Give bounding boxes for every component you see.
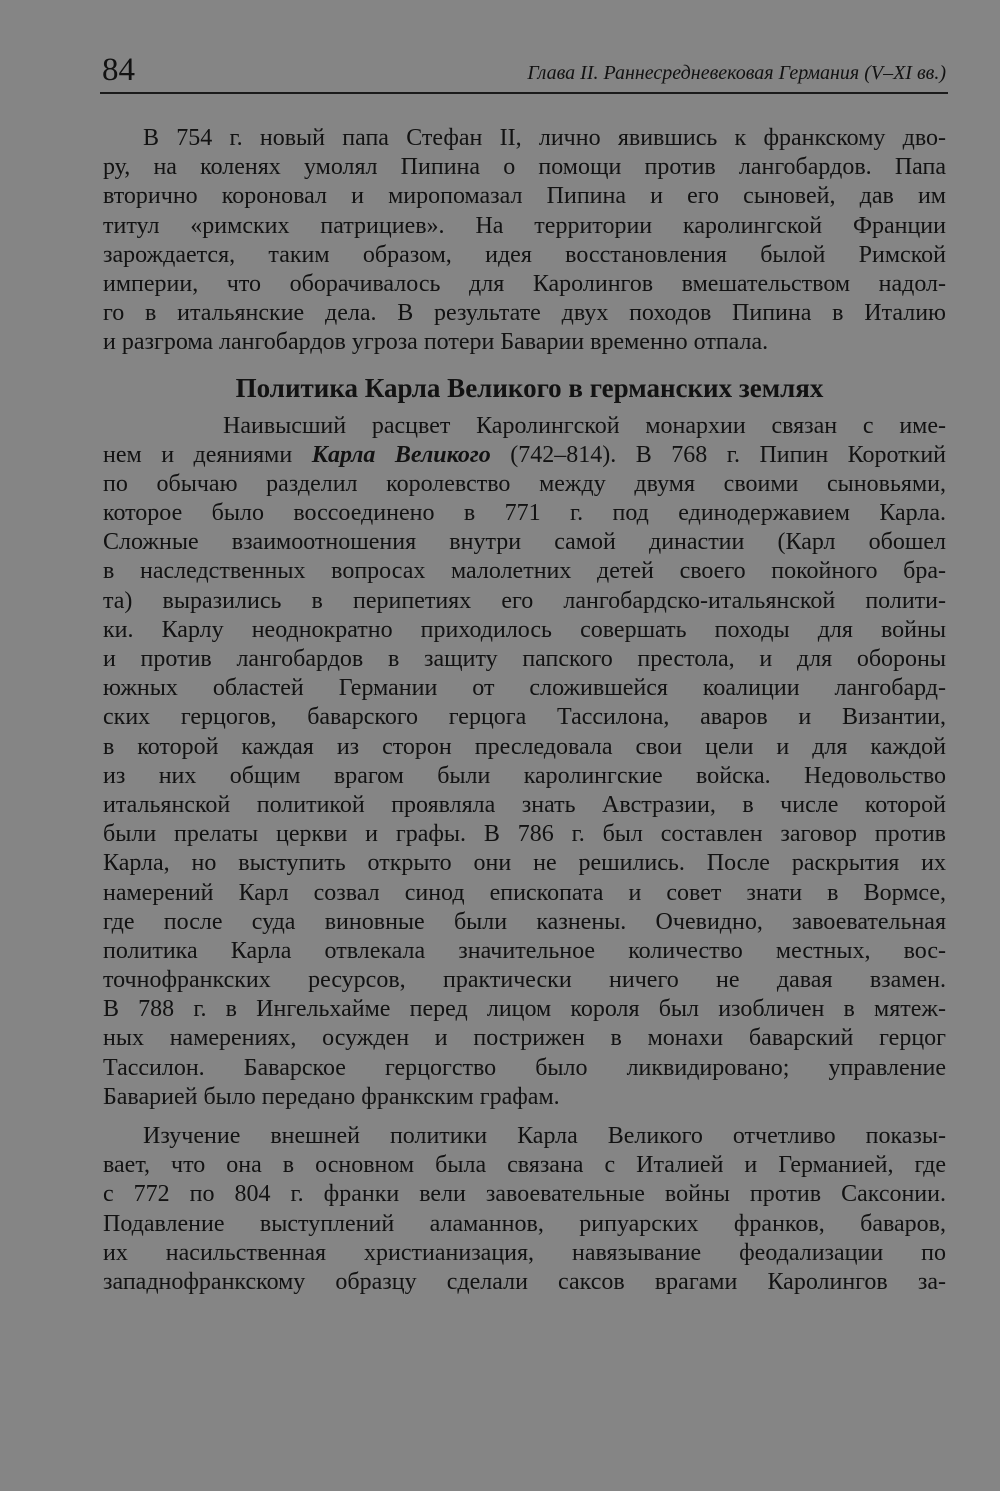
- text-line: Сложные взаимоотношения внутри самой династии (Карл обошел: [103, 529, 946, 556]
- page-header: [100, 52, 948, 92]
- text-line: вторично короновал и миропомазал Пипина и его сыновей, дав им: [103, 183, 946, 210]
- text-line: южных областей Германии от сложившейся коалиции лангобард-: [103, 675, 946, 702]
- text-line: империи, что оборачивалось для Каролингов вмешательством надол-: [103, 270, 946, 297]
- text-line: [103, 441, 946, 470]
- text-line: вает, что она в основном была связана с Италией и Германией, где: [103, 1152, 946, 1179]
- text-line: та) выразились в перипетиях его лангобардско-итальянской полити-: [103, 587, 946, 614]
- text-line: точнофранкских ресурсов, практически ничего не давая взамен.: [103, 967, 946, 994]
- body-text: [103, 124, 946, 1297]
- text-line: из них общим врагом были каролингские войска. Недовольство: [103, 762, 946, 789]
- text-line: западнофранкскому образцу сделали саксов врагами Каролингов за-: [103, 1268, 946, 1295]
- text-line: с 772 по 804 г. франки вели завоевательные войны против Саксонии.: [103, 1181, 946, 1208]
- text-line: титул «римских патрициев». На территории каролингской Франции: [103, 212, 946, 239]
- text-line: Наивысший расцвет Каролингской монархии связан с име-: [223, 412, 946, 439]
- text-line: где после суда виновные были казнены. Очевидно, завоевательная: [103, 908, 946, 935]
- text-line: были прелаты церкви и графы. В 786 г. был составлен заговор против: [103, 821, 946, 848]
- text-line: политика Карла отвлекала значительное количество местных, вос-: [103, 937, 946, 964]
- text-line: В 754 г. новый папа Стефан II, лично явившись к франкскому дво-: [143, 125, 946, 151]
- text-line: итальянской политикой проявляла знать Австразии, в числе которой: [103, 791, 946, 818]
- running-title: Глава II. Раннесредневековая Германия (V–XI вв.): [527, 62, 946, 84]
- text-line: ских герцогов, баварского герцога Тассилона, аваров и Византии,: [103, 704, 946, 731]
- text-line: Баварией было передано франкским графам.: [103, 1083, 560, 1110]
- text-line: намерений Карл созвал синод епископата и совет знати в Вормсе,: [103, 879, 946, 906]
- text-line: ру, на коленях умолял Пипина о помощи против лангобардов. Папа: [103, 154, 946, 181]
- paragraph-gap: [103, 1112, 946, 1122]
- text-line: которое было воссоединено в 771 г. под единодержавием Карла.: [103, 500, 946, 527]
- paragraph: [103, 412, 946, 1113]
- text-line: и против лангобардов в защиту папского престола, и для обороны: [103, 646, 946, 672]
- text-line: ных намерениях, осужден и пострижен в монахи баварский герцог: [103, 1025, 946, 1052]
- text-line: Тассилон. Баварское герцогство было ликвидировано; управление: [103, 1054, 946, 1081]
- section-heading: Политика Карла Великого в германских землях: [235, 372, 824, 403]
- text-line: их насильственная христианизация, навязывание феодализации по: [103, 1239, 946, 1266]
- text-line: Изучение внешней политики Карла Великого отчетливо показы-: [143, 1123, 946, 1149]
- text-line: в которой каждая из сторон преследовала свои цели и для каждой: [103, 733, 946, 760]
- header-rule: [100, 92, 948, 94]
- text-line: Подавление выступлений аламаннов, рипуарских франков, баваров,: [103, 1210, 946, 1237]
- text-line: и разгрома лангобардов угроза потери Баварии временно отпала.: [103, 329, 769, 356]
- text-line: в наследственных вопросах малолетних детей своего покойного бра-: [103, 558, 946, 585]
- text-line: по обычаю разделил королевство между двумя своими сыновьями,: [103, 470, 946, 497]
- page-number: 84: [102, 52, 135, 88]
- paragraph: [103, 124, 946, 358]
- paragraph: [103, 1122, 946, 1297]
- text-line: В 788 г. в Ингельхайме перед лицом короля был изобличен в мятеж-: [103, 996, 946, 1023]
- text-line: го в итальянские дела. В результате двух походов Пипина в Италию: [103, 300, 946, 327]
- text-fragment: (742–814). В 768 г. Пипин Короткий: [490, 441, 947, 468]
- text-fragment: нем и деяниями: [103, 441, 312, 468]
- emphasized-name: Карла Великого: [311, 441, 491, 468]
- text-line: зарождается, таким образом, идея восстановления былой Римской: [103, 241, 946, 268]
- text-line: Карла, но выступить открыто они не решились. После раскрытия их: [103, 850, 946, 877]
- text-line: ки. Карлу неоднократно приходилось совершать походы для войны: [103, 616, 946, 643]
